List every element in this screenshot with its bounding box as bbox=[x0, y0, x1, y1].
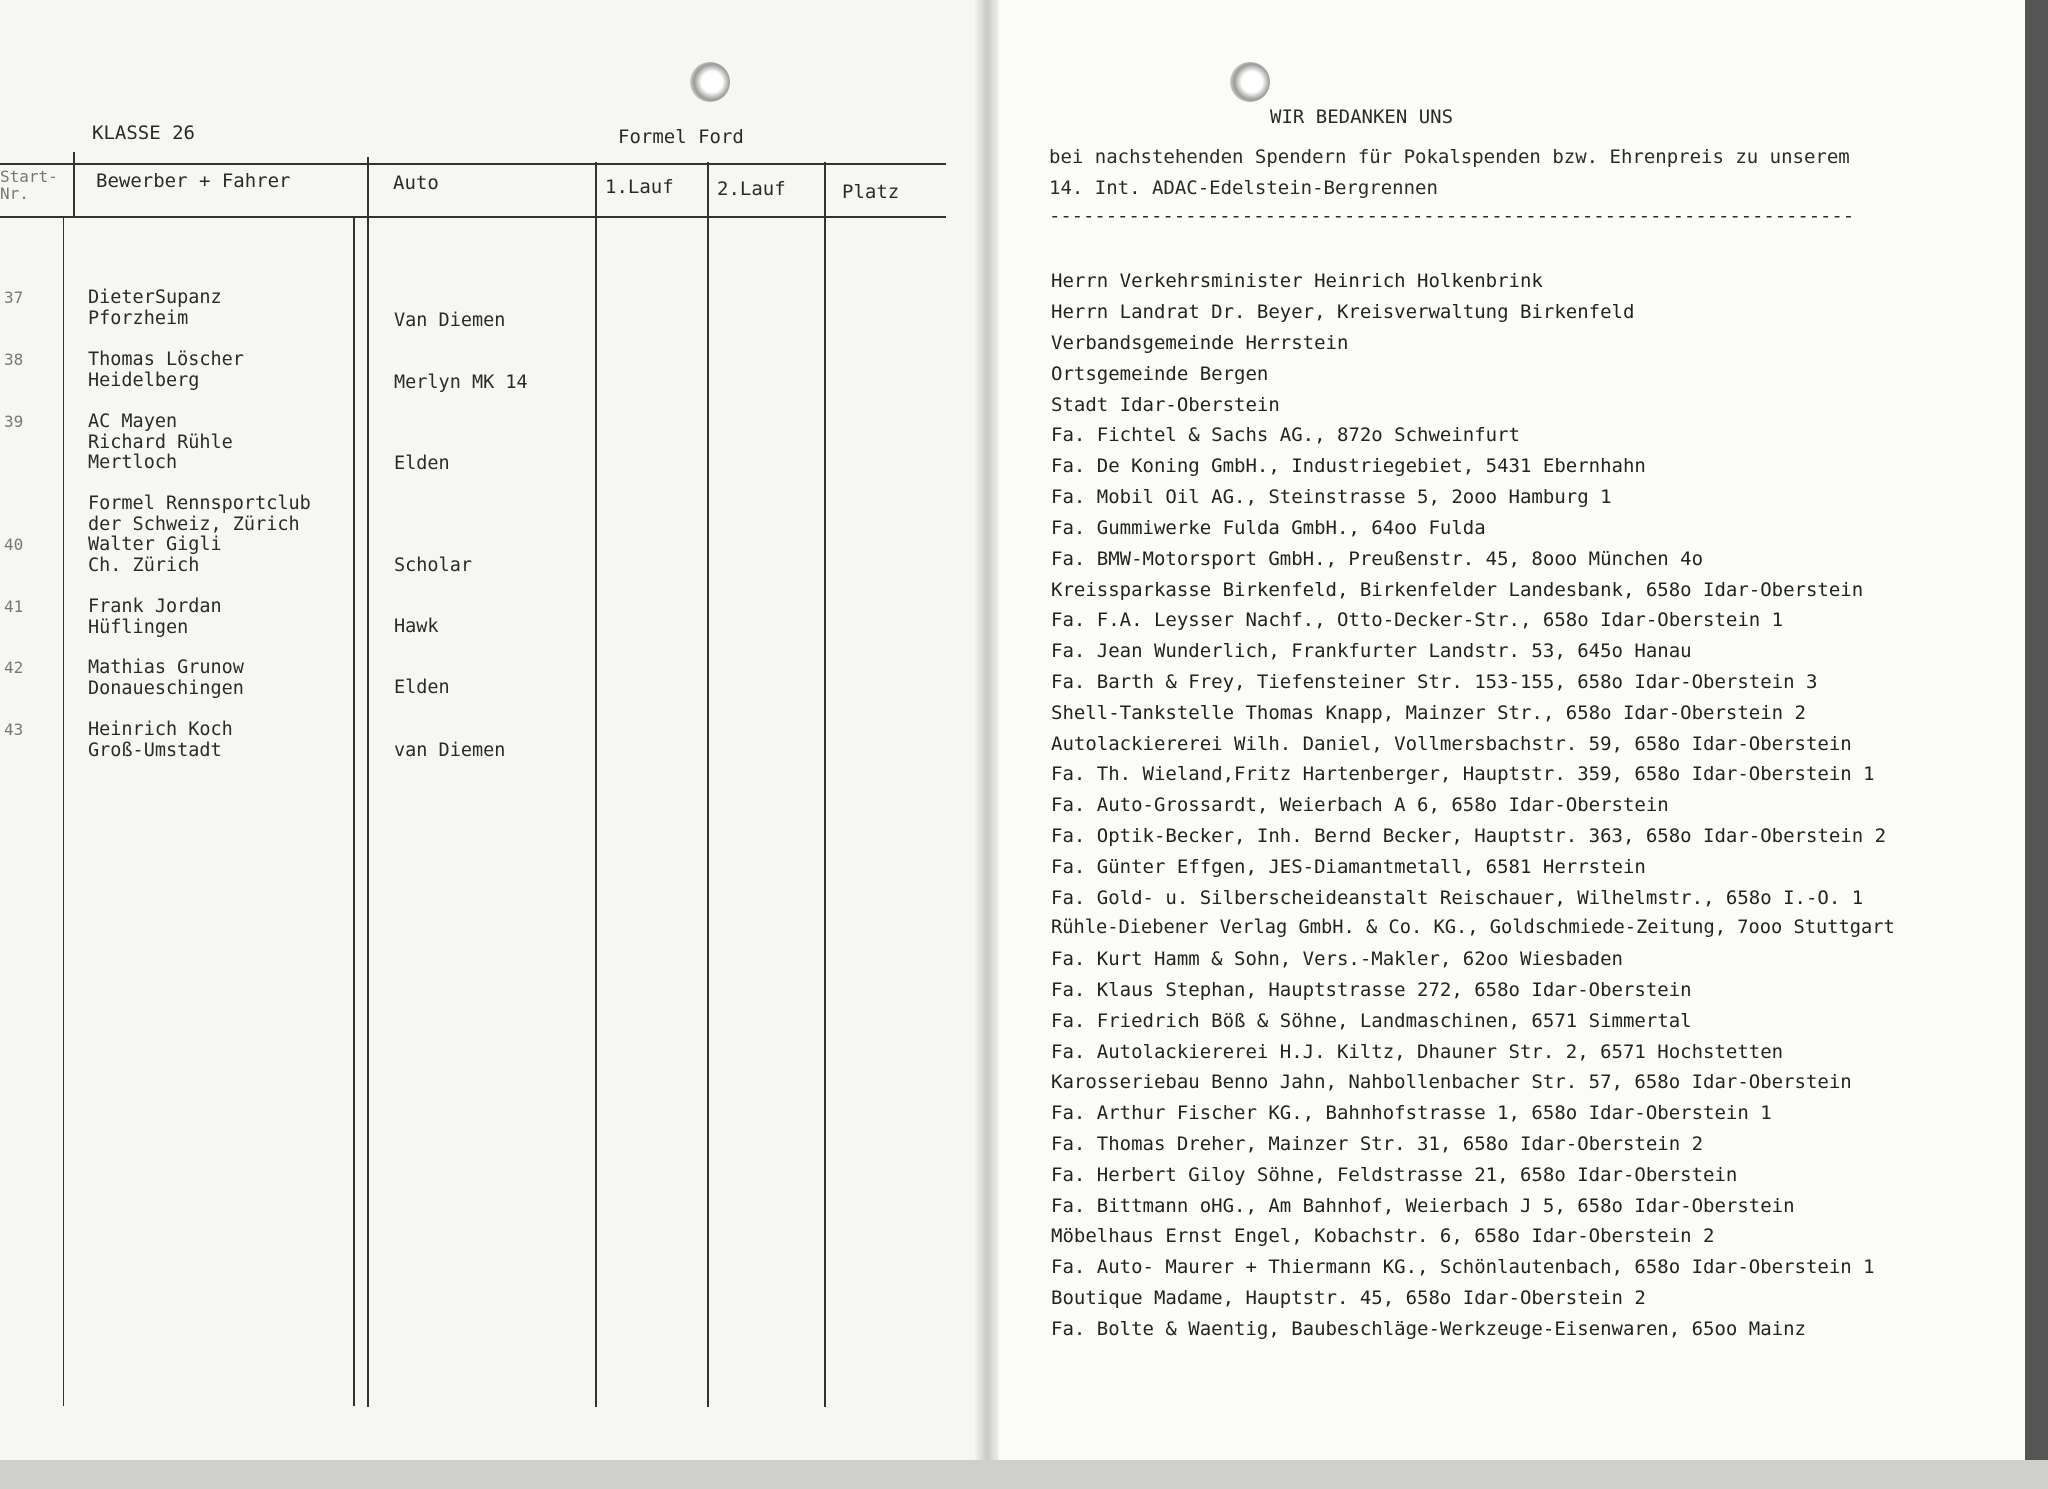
list-item: Fa. Th. Wieland,Fritz Hartenberger, Hauptstr. 359, 658o Idar-Oberstein 1 bbox=[1051, 763, 1875, 785]
intro-line-1: bei nachstehenden Spendern für Pokalspenden bzw. Ehrenpreis zu unserem bbox=[1049, 146, 1850, 168]
list-item: Fa. Autolackiererei H.J. Kiltz, Dhauner Str. 2, 6571 Hochstetten bbox=[1051, 1041, 1784, 1063]
list-item: Fa. Kurt Hamm & Sohn, Vers.-Makler, 62oo Wiesbaden bbox=[1051, 948, 1623, 970]
list-item: Herrn Landrat Dr. Beyer, Kreisverwaltung Birkenfeld bbox=[1051, 301, 1635, 323]
entrant-driver: Mathias Grunow Donaueschingen bbox=[88, 657, 244, 699]
list-item: Stadt Idar-Oberstein bbox=[1051, 394, 1280, 416]
list-item: Fa. BMW-Motorsport GmbH., Preußenstr. 45, 8ooo München 4o bbox=[1051, 548, 1704, 570]
list-item: Fa. Bolte & Waentig, Baubeschläge-Werkzeuge-Eisenwaren, 65oo Mainz bbox=[1051, 1318, 1806, 1340]
start-number: 39 bbox=[4, 412, 24, 431]
binding-hole-left bbox=[690, 62, 730, 102]
list-item: Fa. Gold- u. Silberscheideanstalt Reischauer, Wilhelmstr., 658o I.-O. 1 bbox=[1051, 887, 1864, 909]
table-header-line bbox=[0, 216, 946, 218]
column-divider bbox=[824, 162, 826, 1407]
page-title: WIR BEDANKEN UNS bbox=[1270, 106, 1454, 128]
entrant-driver: DieterSupanz Pforzheim bbox=[88, 287, 222, 329]
start-number: 37 bbox=[4, 288, 24, 307]
list-item: Fa. Arthur Fischer KG., Bahnhofstrasse 1, 658o Idar-Oberstein 1 bbox=[1051, 1102, 1772, 1124]
list-item: Fa. Optik-Becker, Inh. Bernd Becker, Hauptstr. 363, 658o Idar-Oberstein 2 bbox=[1051, 825, 1887, 847]
column-divider bbox=[595, 162, 597, 1407]
entrant-driver: Formel Rennsportclub der Schweiz, Zürich Walter Gigli Ch. Zürich bbox=[88, 493, 311, 576]
column-divider bbox=[73, 152, 75, 216]
start-number: 42 bbox=[4, 658, 24, 677]
header-place: Platz bbox=[842, 181, 900, 203]
page-edge-shadow bbox=[2025, 0, 2048, 1489]
header-start-nr: Start- Nr. bbox=[0, 167, 58, 203]
book-gutter bbox=[975, 0, 999, 1460]
list-item: Boutique Madame, Hauptstr. 45, 658o Idar-Oberstein 2 bbox=[1051, 1287, 1646, 1309]
header-entrant-driver: Bewerber + Fahrer bbox=[96, 170, 291, 192]
list-item: Fa. Fichtel & Sachs AG., 872o Schweinfurt bbox=[1051, 424, 1520, 446]
list-item: Fa. Auto- Maurer + Thiermann KG., Schönlautenbach, 658o Idar-Oberstein 1 bbox=[1051, 1256, 1875, 1278]
class-label: KLASSE 26 bbox=[92, 122, 195, 144]
bottom-edge bbox=[0, 1460, 2048, 1489]
separator-line: ----------------------------------------------------------------------- bbox=[1049, 205, 1855, 227]
list-item: Möbelhaus Ernst Engel, Kobachstr. 6, 658o Idar-Oberstein 2 bbox=[1051, 1225, 1715, 1247]
list-item: Fa. Mobil Oil AG., Steinstrasse 5, 2ooo Hamburg 1 bbox=[1051, 486, 1612, 508]
list-item: Fa. Herbert Giloy Söhne, Feldstrasse 21, 658o Idar-Oberstein bbox=[1051, 1164, 1738, 1186]
list-item: Ortsgemeinde Bergen bbox=[1051, 363, 1269, 385]
list-item: Fa. F.A. Leysser Nachf., Otto-Decker-Str., 658o Idar-Oberstein 1 bbox=[1051, 609, 1784, 631]
start-number: 43 bbox=[4, 720, 24, 739]
list-item: Fa. De Koning GmbH., Industriegebiet, 5431 Ebernhahn bbox=[1051, 455, 1646, 477]
list-item: Fa. Bittmann oHG., Am Bahnhof, Weierbach J 5, 658o Idar-Oberstein bbox=[1051, 1195, 1795, 1217]
car-name: Scholar bbox=[394, 555, 472, 576]
list-item: Fa. Thomas Dreher, Mainzer Str. 31, 658o Idar-Oberstein 2 bbox=[1051, 1133, 1704, 1155]
binding-hole-right bbox=[1230, 62, 1270, 102]
list-item: Fa. Gummiwerke Fulda GmbH., 64oo Fulda bbox=[1051, 517, 1486, 539]
list-item: Kreissparkasse Birkenfeld, Birkenfelder Landesbank, 658o Idar-Oberstein bbox=[1051, 579, 1864, 601]
column-divider bbox=[353, 216, 355, 1406]
list-item: Fa. Auto-Grossardt, Weierbach A 6, 658o Idar-Oberstein bbox=[1051, 794, 1669, 816]
entrant-driver: AC Mayen Richard Rühle Mertloch bbox=[88, 411, 233, 473]
car-name: Elden bbox=[394, 453, 450, 474]
intro-line-2: 14. Int. ADAC-Edelstein-Bergrennen bbox=[1049, 177, 1438, 199]
entrant-driver: Frank Jordan Hüflingen bbox=[88, 596, 222, 638]
column-divider bbox=[707, 162, 709, 1407]
car-name: Merlyn MK 14 bbox=[394, 372, 528, 393]
list-item: Fa. Günter Effgen, JES-Diamantmetall, 6581 Herrstein bbox=[1051, 856, 1646, 878]
list-item: Autolackiererei Wilh. Daniel, Vollmersbachstr. 59, 658o Idar-Oberstein bbox=[1051, 733, 1852, 755]
column-divider bbox=[63, 216, 64, 1406]
column-divider bbox=[367, 157, 369, 1407]
car-name: Elden bbox=[394, 677, 450, 698]
car-name: Van Diemen bbox=[394, 310, 506, 331]
car-name: Hawk bbox=[394, 616, 439, 637]
class-name: Formel Ford bbox=[618, 126, 744, 148]
entrant-driver: Heinrich Koch Groß-Umstadt bbox=[88, 719, 233, 761]
list-item: Shell-Tankstelle Thomas Knapp, Mainzer Str., 658o Idar-Oberstein 2 bbox=[1051, 702, 1806, 724]
list-item: Herrn Verkehrsminister Heinrich Holkenbrink bbox=[1051, 270, 1543, 292]
entrant-driver: Thomas Löscher Heidelberg bbox=[88, 349, 244, 391]
list-item: Verbandsgemeinde Herrstein bbox=[1051, 332, 1349, 354]
list-item: Karosseriebau Benno Jahn, Nahbollenbacher Str. 57, 658o Idar-Oberstein bbox=[1051, 1071, 1852, 1093]
list-item: Fa. Klaus Stephan, Hauptstrasse 272, 658o Idar-Oberstein bbox=[1051, 979, 1692, 1001]
list-item: Rühle-Diebener Verlag GmbH. & Co. KG., Goldschmiede-Zeitung, 7ooo Stuttgart bbox=[1051, 917, 1895, 938]
list-item: Fa. Friedrich Böß & Söhne, Landmaschinen, 6571 Simmertal bbox=[1051, 1010, 1692, 1032]
car-name: van Diemen bbox=[394, 740, 506, 761]
start-number: 41 bbox=[4, 597, 24, 616]
table-top-line bbox=[0, 163, 946, 165]
start-number: 40 bbox=[4, 535, 24, 554]
header-car: Auto bbox=[393, 172, 439, 194]
list-item: Fa. Barth & Frey, Tiefensteiner Str. 153-155, 658o Idar-Oberstein 3 bbox=[1051, 671, 1818, 693]
header-run2: 2.Lauf bbox=[717, 178, 786, 200]
start-number: 38 bbox=[4, 350, 24, 369]
list-item: Fa. Jean Wunderlich, Frankfurter Landstr. 53, 645o Hanau bbox=[1051, 640, 1692, 662]
header-run1: 1.Lauf bbox=[605, 176, 674, 198]
